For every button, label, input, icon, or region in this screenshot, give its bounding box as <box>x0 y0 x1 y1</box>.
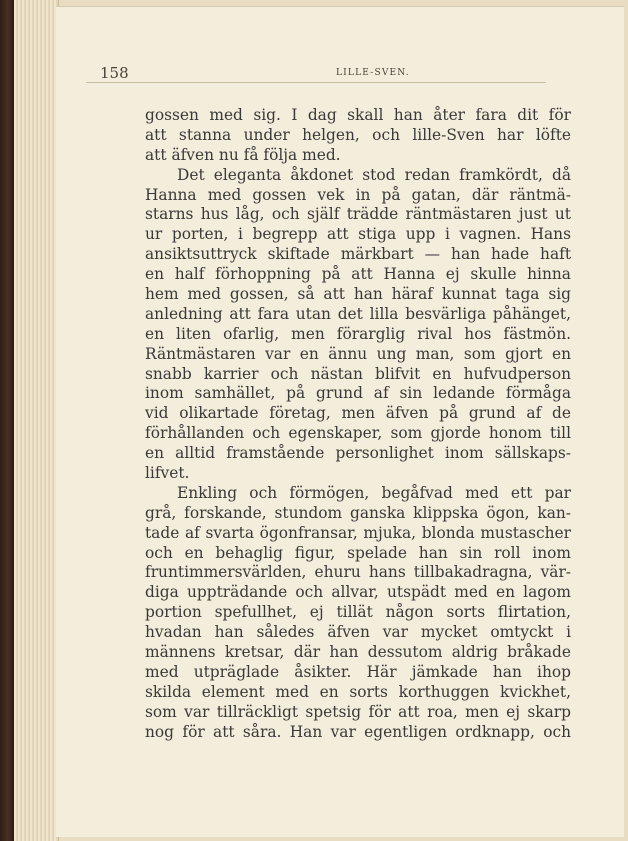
text-line: ur porten, i begrepp att stiga upp i vagnen. Hans <box>145 225 571 244</box>
text-line: inom samhället, på grund af sin ledande förmåga <box>145 384 571 403</box>
text-line: förhållanden och egenskaper, som gjorde honom till <box>145 424 571 443</box>
text-line: anledning att fara utan det lilla besvärliga påhänget, <box>145 304 571 323</box>
text-line: starns hus låg, och själf trädde räntmästaren just ut <box>145 205 571 224</box>
text-line: och en behaglig figur, spelade han sin roll inom <box>145 543 571 562</box>
text-line: skilda element med en sorts korthuggen kvickhet, <box>145 682 571 701</box>
text-line: Räntmästaren var en ännu ung man, som gjort en <box>145 344 571 363</box>
body-text <box>145 106 571 743</box>
text-line: fruntimmersvärlden, ehuru hans tillbakadragna, vär- <box>145 563 571 582</box>
page-number: 158 <box>100 64 129 82</box>
text-line: en half förhoppning på att Hanna ej skulle hinna <box>145 265 571 284</box>
text-line: diga uppträdande och allvar, utspädt med en lagom <box>145 583 571 602</box>
text-line: en liten ofarlig, men förarglig rival hos fästmön. <box>145 324 571 343</box>
text-line: portion spefullhet, ej tillät någon sorts flirtation, <box>145 603 571 622</box>
text-line: med utpräglade åsikter. Här jämkade han ihop <box>145 662 571 681</box>
text-line: grå, forskande, stundom ganska klippska ögon, kan- <box>145 503 571 522</box>
text-line: ansiktsuttryck skiftade märkbart — han hade haft <box>145 245 571 264</box>
running-head: LILLE-SVEN. <box>336 68 410 78</box>
text-line: vid olikartade företag, men äfven på grund af de <box>145 404 571 423</box>
text-line: tade af svarta ögonfransar, mjuka, blonda mustascher <box>145 523 571 542</box>
text-line: snabb karrier och nästan blifvit en hufvudperson <box>145 364 571 383</box>
page-header <box>86 60 546 83</box>
text-line: Hanna med gossen vek in på gatan, där räntmä- <box>145 185 571 204</box>
text-line: hvadan han således äfven var mycket omtyckt i <box>145 623 571 642</box>
text-line: att äfven nu få följa med. <box>145 145 341 164</box>
text-line: att stanna under helgen, och lille-Sven har löfte <box>145 125 571 144</box>
text-line: Enkling och förmögen, begåfvad med ett par <box>177 483 571 502</box>
text-line: lifvet. <box>145 464 190 483</box>
text-line: nog för att såra. Han var egentligen ordknapp, och <box>145 722 571 741</box>
text-line: hem med gossen, så att han häraf kunnat taga sig <box>145 285 571 304</box>
text-line: männens kretsar, där han dessutom aldrig bråkade <box>145 643 571 662</box>
text-line: Det eleganta åkdonet stod redan framkördt, då <box>177 165 571 184</box>
text-line: en alltid framstående personlighet inom sällskaps- <box>145 444 571 463</box>
text-line: gossen med sig. I dag skall han åter fara dit för <box>145 106 571 124</box>
text-line: som var tillräckligt spetsig för att roa, men ej skarp <box>145 702 571 721</box>
page-edges <box>14 0 59 841</box>
